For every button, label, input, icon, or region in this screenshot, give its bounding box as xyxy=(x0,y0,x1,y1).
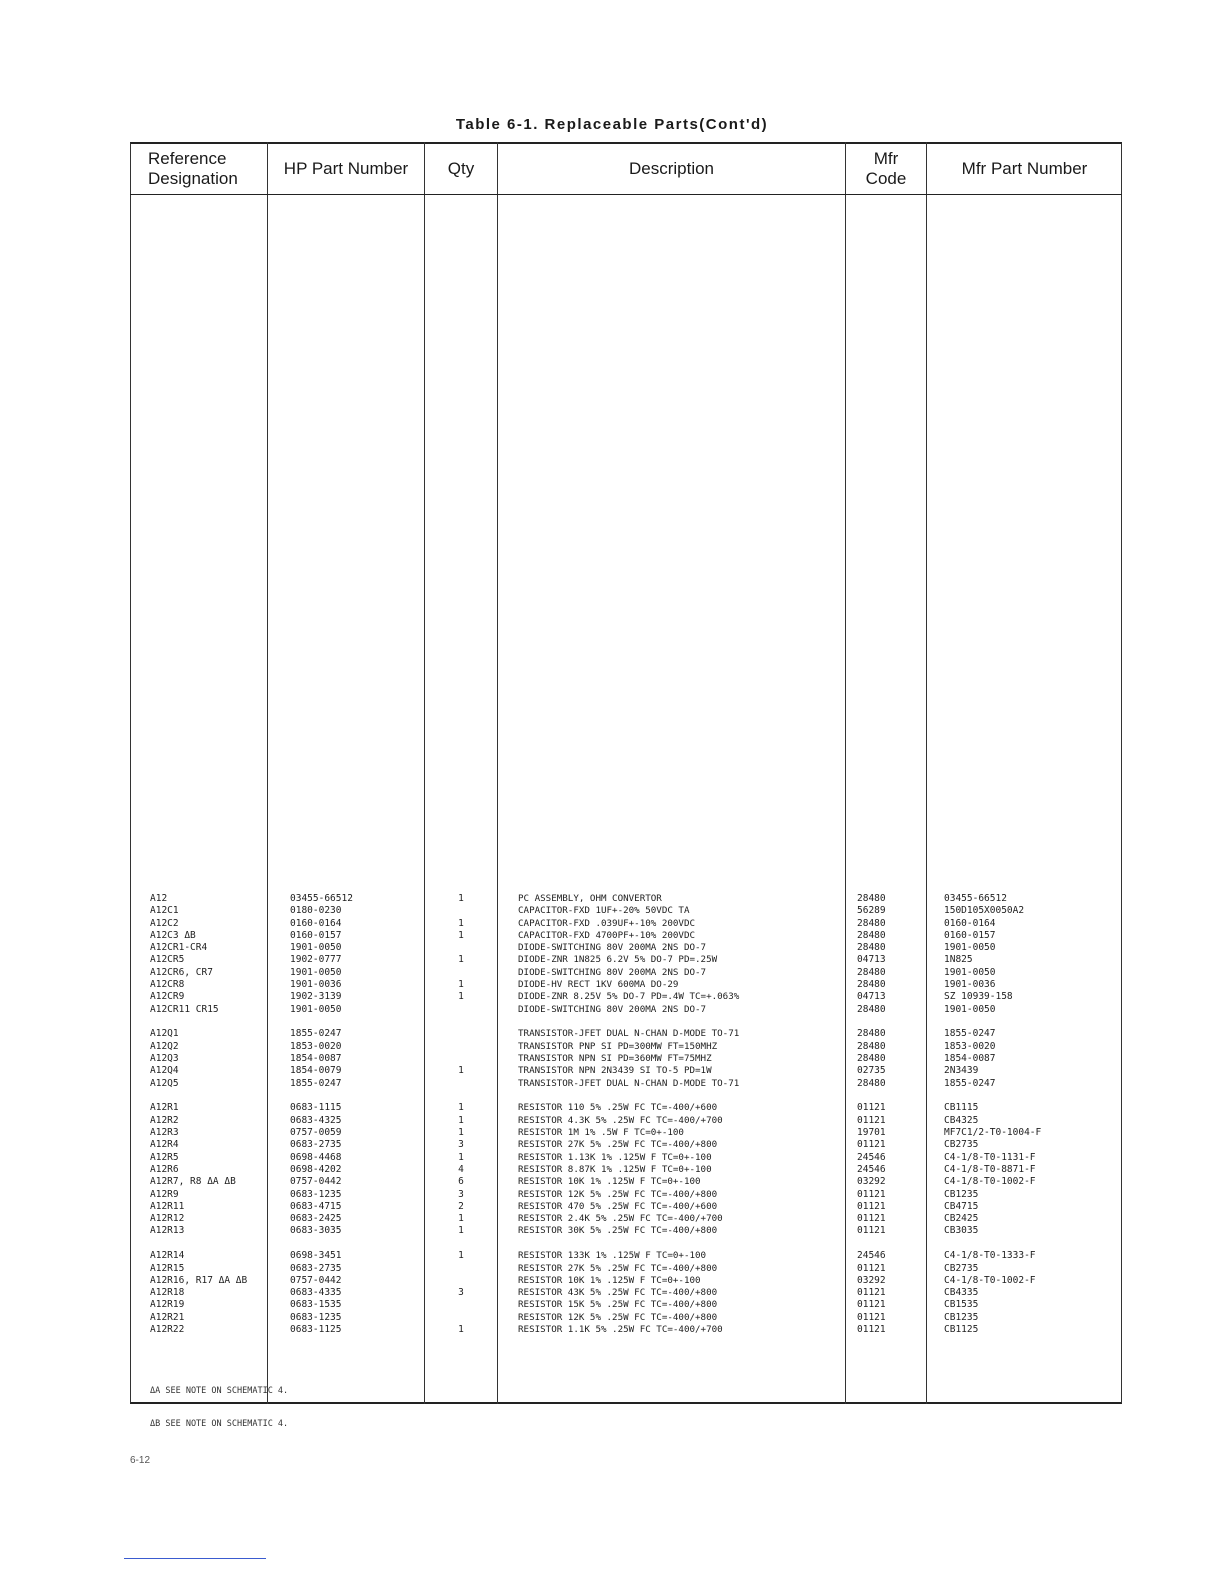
table-cell: A12Q2 xyxy=(150,1040,179,1052)
table-cell: 04713 xyxy=(857,954,886,966)
table-cell xyxy=(425,1299,497,1311)
row-group-gap xyxy=(290,1238,422,1251)
table-cell: 01121 xyxy=(857,1114,886,1126)
row-group-gap xyxy=(944,1090,1120,1103)
table-cell: 03455-66512 xyxy=(290,893,353,904)
table-cell: RESISTOR 1M 1% .5W F TC=0+-100 xyxy=(518,1127,684,1139)
table-cell: CB1235 xyxy=(944,1188,979,1200)
table-cell: 4 xyxy=(458,1163,464,1175)
table-cell: 6 xyxy=(458,1176,464,1188)
table-cell: 03455-66512 xyxy=(944,893,1007,904)
table-cell: 1 xyxy=(458,1250,464,1262)
table-cell: MF7C1/2-T0-1004-F xyxy=(944,1127,1042,1139)
table-cell: 0180-0230 xyxy=(290,905,342,917)
table-cell: 1901-0050 xyxy=(944,966,996,978)
table-cell: 1902-3139 xyxy=(290,991,342,1003)
table-cell: 0698-3451 xyxy=(290,1250,342,1262)
column-hp-part-number xyxy=(290,893,422,1336)
table-cell: A12R5 xyxy=(150,1151,179,1163)
table-cell: A12R22 xyxy=(150,1324,185,1335)
column-divider xyxy=(497,142,498,1404)
table-cell: A12R19 xyxy=(150,1299,185,1311)
table-cell: RESISTOR 2.4K 5% .25W FC TC=-400/+700 xyxy=(518,1213,723,1225)
table-cell: CAPACITOR-FXD .039UF+-10% 200VDC xyxy=(518,917,696,929)
notes xyxy=(150,1364,288,1441)
header-qty: Qty xyxy=(447,159,475,178)
table-cell: 0698-4468 xyxy=(290,1151,342,1163)
row-group-gap xyxy=(518,1090,844,1103)
table-cell: TRANSISTOR PNP SI PD=300MW FT=150MHZ xyxy=(518,1040,718,1052)
table-cell xyxy=(425,967,497,979)
row-group-gap xyxy=(150,1090,266,1103)
table-cell: 28480 xyxy=(857,893,886,904)
table-cell: 0683-4715 xyxy=(290,1200,342,1212)
table-cell: 1901-0036 xyxy=(944,979,996,991)
table-cell: DIODE-ZNR 1N825 6.2V 5% DO-7 PD=.25W xyxy=(518,954,718,966)
table-cell: 04713 xyxy=(857,991,886,1003)
table-cell: A12Q3 xyxy=(150,1053,179,1065)
table-cell: C4-1/8-T0-1131-F xyxy=(944,1151,1036,1163)
table-cell: 28480 xyxy=(857,917,886,929)
table-cell: 1 xyxy=(458,1213,464,1225)
table-cell: TRANSISTOR NPN 2N3439 SI TO-5 PD=1W xyxy=(518,1065,712,1077)
table-cell: 01121 xyxy=(857,1311,886,1323)
table-cell xyxy=(425,1275,497,1287)
header-description: Description xyxy=(628,159,715,178)
table-cell: 01121 xyxy=(857,1139,886,1151)
table-cell: 01121 xyxy=(857,1213,886,1225)
row-group-gap xyxy=(150,1016,266,1029)
column-mfr-code xyxy=(857,893,925,1336)
table-cell: A12C3 ΔB xyxy=(150,929,196,941)
row-group-gap xyxy=(518,1238,844,1251)
table-cell xyxy=(425,905,497,917)
table-cell xyxy=(425,1041,497,1053)
table-cell: 1 xyxy=(458,1065,464,1077)
table-cell: CB1535 xyxy=(944,1299,979,1311)
column-divider xyxy=(926,142,927,1404)
table-cell xyxy=(425,1312,497,1324)
table-cell xyxy=(425,1078,497,1090)
column-reference-designation xyxy=(150,893,266,1336)
table-cell: CAPACITOR-FXD 4700PF+-10% 200VDC xyxy=(518,929,696,941)
table-cell: C4-1/8-T0-8871-F xyxy=(944,1163,1036,1175)
table-cell: CB1235 xyxy=(944,1311,979,1323)
table-cell: 1901-0050 xyxy=(290,966,342,978)
table-cell: 1854-0079 xyxy=(290,1065,342,1077)
table-cell: 0683-2425 xyxy=(290,1213,342,1225)
table-cell: A12CR8 xyxy=(150,979,185,991)
table-cell: 1855-0247 xyxy=(944,1077,996,1089)
row-group-gap xyxy=(150,1238,266,1251)
table-cell: 1 xyxy=(458,1324,464,1335)
table-cell: 24546 xyxy=(857,1151,886,1163)
page-number: 6-12 xyxy=(130,1455,151,1466)
table-cell: 28480 xyxy=(857,1077,886,1089)
table-cell: 0757-0442 xyxy=(290,1176,342,1188)
table-cell: 28480 xyxy=(857,1053,886,1065)
table-cell: 1901-0050 xyxy=(290,942,342,954)
table-cell: A12C2 xyxy=(150,917,179,929)
table-cell: DIODE-ZNR 8.25V 5% DO-7 PD=.4W TC=+.063% xyxy=(518,991,740,1003)
table-cell: A12R21 xyxy=(150,1311,185,1323)
table-cell: 0683-4335 xyxy=(290,1287,342,1299)
table-cell: CB1125 xyxy=(944,1324,979,1335)
table-cell: A12CR9 xyxy=(150,991,185,1003)
table-cell: 1 xyxy=(458,954,464,966)
table-cell: 0160-0157 xyxy=(944,929,996,941)
table-cell: A12Q4 xyxy=(150,1065,179,1077)
table-cell: A12Q1 xyxy=(150,1028,179,1040)
table-cell: C4-1/8-T0-1333-F xyxy=(944,1250,1036,1262)
table-cell: A12R15 xyxy=(150,1262,185,1274)
row-group-gap xyxy=(857,1016,925,1029)
table-title: Table 6-1. Replaceable Parts(Cont'd) xyxy=(455,116,769,133)
table-cell: 28480 xyxy=(857,1028,886,1040)
table-cell: CAPACITOR-FXD 1UF+-20% 50VDC TA xyxy=(518,905,690,917)
table-cell: 3 xyxy=(458,1188,464,1200)
table-cell: CB3035 xyxy=(944,1225,979,1237)
table-cell: 1901-0050 xyxy=(290,1003,342,1015)
table-cell: C4-1/8-T0-1002-F xyxy=(944,1274,1036,1286)
table-cell: RESISTOR 15K 5% .25W FC TC=-400/+800 xyxy=(518,1299,718,1311)
table-cell: TRANSISTOR-JFET DUAL N-CHAN D-MODE TO-71 xyxy=(518,1028,740,1040)
column-qty xyxy=(425,893,497,1336)
table-cell: 03292 xyxy=(857,1176,886,1188)
table-cell: 24546 xyxy=(857,1163,886,1175)
table-cell: 01121 xyxy=(857,1299,886,1311)
table-cell: 1 xyxy=(458,1151,464,1163)
table-cell: RESISTOR 43K 5% .25W FC TC=-400/+800 xyxy=(518,1287,718,1299)
header-divider xyxy=(130,194,1122,195)
table-cell: RESISTOR 10K 1% .125W F TC=0+-100 xyxy=(518,1274,701,1286)
table-cell: A12R16, R17 ΔA ΔB xyxy=(150,1274,248,1286)
table-cell: RESISTOR 8.87K 1% .125W F TC=0+-100 xyxy=(518,1163,712,1175)
table-cell: 0683-1115 xyxy=(290,1102,342,1114)
column-mfr-part-number xyxy=(944,893,1120,1336)
note-b: ΔB SEE NOTE ON SCHEMATIC 4. xyxy=(150,1419,289,1429)
row-group-gap xyxy=(518,1016,844,1029)
table-cell: 01121 xyxy=(857,1188,886,1200)
table-cell: A12R12 xyxy=(150,1213,185,1225)
table-cell: CB2735 xyxy=(944,1262,979,1274)
column-divider xyxy=(267,142,268,1404)
table-cell: 0683-1235 xyxy=(290,1311,342,1323)
table-cell: 0683-1535 xyxy=(290,1299,342,1311)
table-cell: 0160-0164 xyxy=(290,917,342,929)
row-group-gap xyxy=(425,1090,497,1103)
table-cell: PC ASSEMBLY, OHM CONVERTOR xyxy=(518,893,662,904)
table-cell: A12CR6, CR7 xyxy=(150,966,213,978)
table-cell: 24546 xyxy=(857,1250,886,1262)
table-cell: 1901-0036 xyxy=(290,979,342,991)
row-group-gap xyxy=(857,1238,925,1251)
table-cell: RESISTOR 110 5% .25W FC TC=-400/+600 xyxy=(518,1102,718,1114)
table-cell: CB2425 xyxy=(944,1213,979,1225)
table-cell: RESISTOR 470 5% .25W FC TC=-400/+600 xyxy=(518,1200,718,1212)
table-cell: DIODE-SWITCHING 80V 200MA 2NS DO-7 xyxy=(518,942,707,954)
table-cell: RESISTOR 1.1K 5% .25W FC TC=-400/+700 xyxy=(518,1324,723,1335)
table-cell: RESISTOR 133K 1% .125W F TC=0+-100 xyxy=(518,1250,707,1262)
header-mfr-code: Mfr Code xyxy=(865,149,907,188)
table-cell: 1 xyxy=(458,1114,464,1126)
table-cell: 3 xyxy=(458,1287,464,1299)
table-cell: 1 xyxy=(458,1127,464,1139)
table-cell: 1855-0247 xyxy=(290,1028,342,1040)
table-cell: 02735 xyxy=(857,1065,886,1077)
table-cell: 1853-0020 xyxy=(944,1040,996,1052)
table-cell: RESISTOR 27K 5% .25W FC TC=-400/+800 xyxy=(518,1262,718,1274)
table-cell: 28480 xyxy=(857,966,886,978)
table-cell: 01121 xyxy=(857,1262,886,1274)
row-group-gap xyxy=(944,1238,1120,1251)
table-cell: 1902-0777 xyxy=(290,954,342,966)
row-group-gap xyxy=(857,1090,925,1103)
table-cell: CB4325 xyxy=(944,1114,979,1126)
table-cell: CB4715 xyxy=(944,1200,979,1212)
row-group-gap xyxy=(944,1016,1120,1029)
table-cell: A12 xyxy=(150,893,168,904)
table-cell: 0757-0059 xyxy=(290,1127,342,1139)
table-cell: CB4335 xyxy=(944,1287,979,1299)
table-cell: A12R4 xyxy=(150,1139,179,1151)
table-cell: 150D105X0050A2 xyxy=(944,905,1025,917)
table-cell: C4-1/8-T0-1002-F xyxy=(944,1176,1036,1188)
header-hp-part-number: HP Part Number xyxy=(283,159,409,178)
table-cell: 1 xyxy=(458,929,464,941)
column-divider xyxy=(845,142,846,1404)
row-group-gap xyxy=(290,1090,422,1103)
table-cell: RESISTOR 10K 1% .125W F TC=0+-100 xyxy=(518,1176,701,1188)
table-cell: DIODE-SWITCHING 80V 200MA 2NS DO-7 xyxy=(518,1003,707,1015)
table-cell: 1901-0050 xyxy=(944,942,996,954)
table-cell: 01121 xyxy=(857,1200,886,1212)
table-cell: 01121 xyxy=(857,1102,886,1114)
table-cell: A12R2 xyxy=(150,1114,179,1126)
header-mfr-part-number: Mfr Part Number xyxy=(961,159,1088,178)
table-cell: A12R18 xyxy=(150,1287,185,1299)
table-cell: SZ 10939-158 xyxy=(944,991,1013,1003)
table-cell: 0160-0164 xyxy=(944,917,996,929)
table-cell: 1854-0087 xyxy=(290,1053,342,1065)
table-cell: 01121 xyxy=(857,1225,886,1237)
table-cell: RESISTOR 27K 5% .25W FC TC=-400/+800 xyxy=(518,1139,718,1151)
table-cell: 28480 xyxy=(857,1003,886,1015)
table-cell: 56289 xyxy=(857,905,886,917)
table-cell: 0683-4325 xyxy=(290,1114,342,1126)
table-cell: TRANSISTOR NPN SI PD=360MW FT=75MHZ xyxy=(518,1053,712,1065)
table-cell: 28480 xyxy=(857,942,886,954)
table-cell: A12CR11 CR15 xyxy=(150,1003,219,1015)
table-cell: 1 xyxy=(458,1102,464,1114)
table-cell: 1N825 xyxy=(944,954,973,966)
row-group-gap xyxy=(425,1016,497,1029)
footer-rule xyxy=(124,1558,266,1559)
table-cell: 19701 xyxy=(857,1127,886,1139)
table-cell: A12R6 xyxy=(150,1163,179,1175)
table-cell: 0683-3035 xyxy=(290,1225,342,1237)
note-a: ΔA SEE NOTE ON SCHEMATIC 4. xyxy=(150,1386,289,1396)
row-group-gap xyxy=(290,1016,422,1029)
table-cell: 2N3439 xyxy=(944,1065,979,1077)
table-cell: A12R7, R8 ΔA ΔB xyxy=(150,1176,236,1188)
table-cell xyxy=(425,1053,497,1065)
table-cell: 1854-0087 xyxy=(944,1053,996,1065)
table-cell: A12R13 xyxy=(150,1225,185,1237)
table-cell: 03292 xyxy=(857,1274,886,1286)
table-cell: A12CR1-CR4 xyxy=(150,942,208,954)
table-cell: 1855-0247 xyxy=(944,1028,996,1040)
table-cell: 0683-1125 xyxy=(290,1324,342,1335)
table-cell: RESISTOR 12K 5% .25W FC TC=-400/+800 xyxy=(518,1188,718,1200)
table-cell: DIODE-SWITCHING 80V 200MA 2NS DO-7 xyxy=(518,966,707,978)
table-cell: 28480 xyxy=(857,979,886,991)
table-cell: 1855-0247 xyxy=(290,1077,342,1089)
table-cell: 1 xyxy=(458,917,464,929)
table-cell: 0757-0442 xyxy=(290,1274,342,1286)
table-cell xyxy=(425,1028,497,1040)
table-cell: RESISTOR 4.3K 5% .25W FC TC=-400/+700 xyxy=(518,1114,723,1126)
table-cell: 2 xyxy=(458,1200,464,1212)
header-reference-designation: Reference Designation xyxy=(148,149,238,188)
table-cell: 0683-2735 xyxy=(290,1139,342,1151)
table-cell: A12Q5 xyxy=(150,1077,179,1089)
table-cell xyxy=(425,1263,497,1275)
table-cell: RESISTOR 12K 5% .25W FC TC=-400/+800 xyxy=(518,1311,718,1323)
table-cell: 28480 xyxy=(857,929,886,941)
column-description xyxy=(518,893,844,1336)
table-cell: A12R3 xyxy=(150,1127,179,1139)
table-cell: 1901-0050 xyxy=(944,1003,996,1015)
table-cell: RESISTOR 30K 5% .25W FC TC=-400/+800 xyxy=(518,1225,718,1237)
table-cell: CB2735 xyxy=(944,1139,979,1151)
table-cell: 1 xyxy=(458,991,464,1003)
table-cell: 28480 xyxy=(857,1040,886,1052)
table-cell: A12R11 xyxy=(150,1200,185,1212)
table-cell: 1 xyxy=(458,1225,464,1237)
table-cell: CB1115 xyxy=(944,1102,979,1114)
table-cell: 0160-0157 xyxy=(290,929,342,941)
table-cell: A12R9 xyxy=(150,1188,179,1200)
table-cell: 3 xyxy=(458,1139,464,1151)
table-cell: 0683-2735 xyxy=(290,1262,342,1274)
table-cell: 0683-1235 xyxy=(290,1188,342,1200)
table-cell: 0698-4202 xyxy=(290,1163,342,1175)
table-cell: 1 xyxy=(458,979,464,991)
table-cell: 1 xyxy=(458,893,464,904)
table-cell: 1853-0020 xyxy=(290,1040,342,1052)
table-cell: TRANSISTOR-JFET DUAL N-CHAN D-MODE TO-71 xyxy=(518,1077,740,1089)
table-cell: DIODE-HV RECT 1KV 600MA DO-29 xyxy=(518,979,679,991)
table-cell: A12CR5 xyxy=(150,954,185,966)
table-cell xyxy=(425,942,497,954)
table-cell: A12R14 xyxy=(150,1250,185,1262)
table-cell: A12R1 xyxy=(150,1102,179,1114)
table-cell: 01121 xyxy=(857,1324,886,1335)
row-group-gap xyxy=(425,1238,497,1251)
table-cell: RESISTOR 1.13K 1% .125W F TC=0+-100 xyxy=(518,1151,712,1163)
table-cell: A12C1 xyxy=(150,905,179,917)
table-cell: 01121 xyxy=(857,1287,886,1299)
table-cell xyxy=(425,1004,497,1016)
